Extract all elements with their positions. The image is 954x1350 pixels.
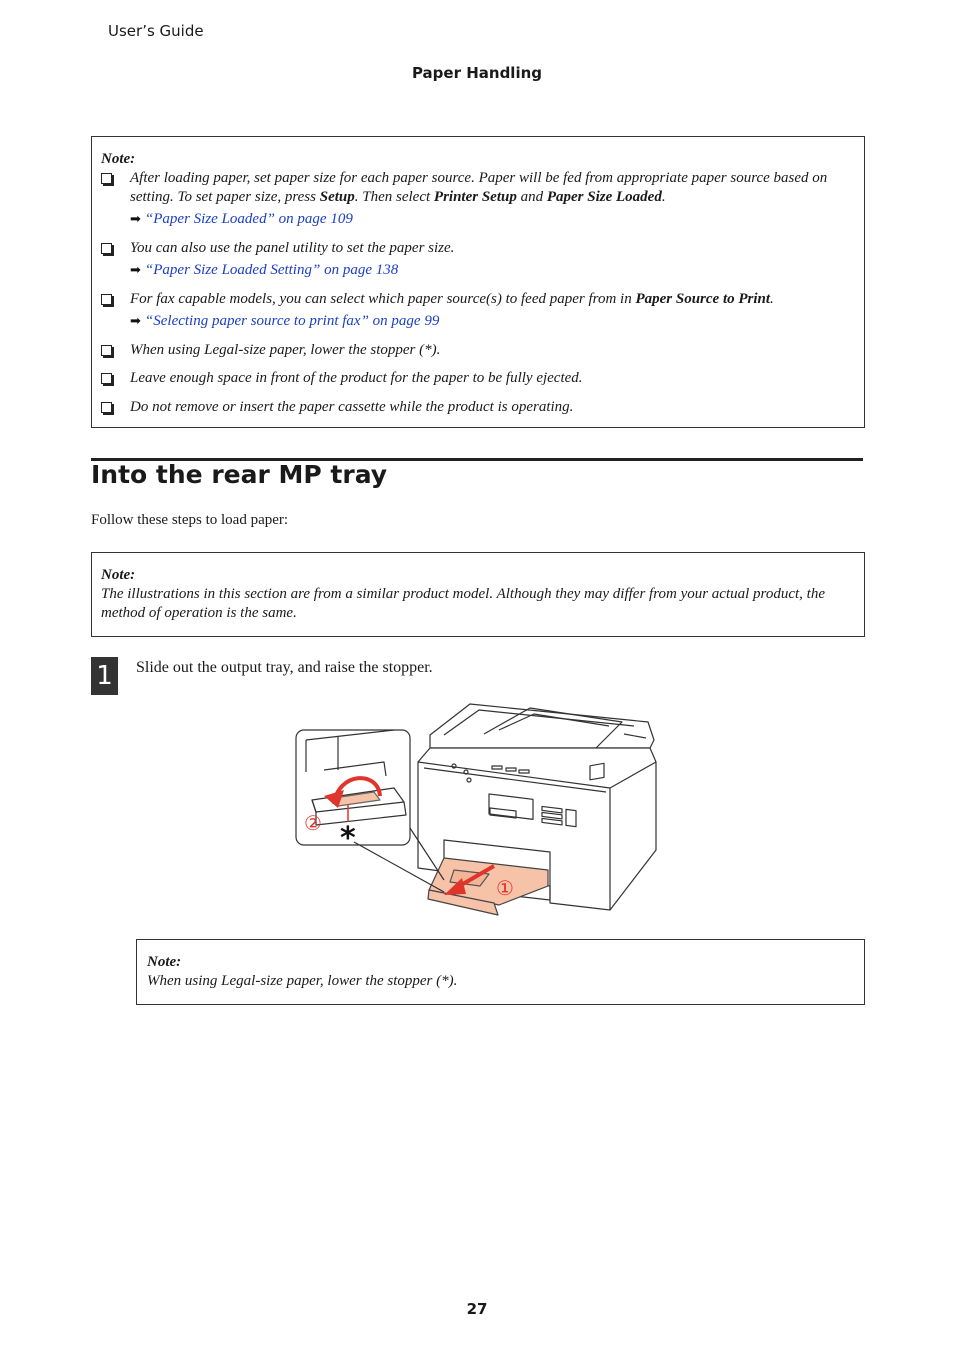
cross-reference-link[interactable]: “Paper Size Loaded” on page 109 [144,211,353,227]
arrow-right-icon: ➡ [130,211,141,226]
list-item: After loading paper, set paper size for each paper source. Paper will be fed from appropriate paper source based on setting. To set paper size, press Setup. Then select Printer Setup and Paper Size Loaded. ➡ “Paper Size Loaded” on page 109 [101,169,854,229]
note-box-3 [136,939,865,1005]
cross-reference-link[interactable]: “Selecting paper source to print fax” on page 99 [144,313,440,329]
cross-reference-link[interactable]: “Paper Size Loaded Setting” on page 138 [144,262,399,278]
callout-2-label: ② [304,811,322,835]
intro-text: Follow these steps to load paper: [91,512,289,528]
note-box-2 [91,552,865,637]
checkbox-bullet-icon [101,345,112,356]
guide-title: User’s Guide [108,22,204,40]
page-heading: Into the rear MP tray [91,460,388,489]
note-title: Note: [101,567,136,583]
step-number: 1 [91,657,118,695]
page-number: 27 [466,1300,488,1318]
checkbox-bullet-icon [101,294,112,305]
list-item: You can also use the panel utility to set the paper size. ➡ “Paper Size Loaded Setting” on page 138 [101,239,854,280]
section-title: Paper Handling [411,64,543,82]
list-item: When using Legal-size paper, lower the stopper (*). [101,341,854,360]
note-box-1 [91,136,865,428]
note-title: Note: [101,151,136,167]
checkbox-bullet-icon [101,243,112,254]
checkbox-bullet-icon [101,402,112,413]
note-title: Note: [147,954,182,970]
note-text: The illustrations in this section are from a similar product model. Although they may differ from your actual product, the method of operation is the same. [101,586,825,621]
step-text: Slide out the output tray, and raise the stopper. [136,659,433,676]
stopper-marker: * [340,821,356,856]
list-item: Do not remove or insert the paper cassette while the product is operating. [101,398,854,417]
arrow-right-icon: ➡ [130,262,141,277]
list-item: Leave enough space in front of the product for the paper to be fully ejected. [101,369,854,388]
printer-illustration [294,700,660,916]
checkbox-bullet-icon [101,173,112,184]
checkbox-bullet-icon [101,373,112,384]
callout-1-label: ① [496,876,514,900]
arrow-right-icon: ➡ [130,313,141,328]
list-item: For fax capable models, you can select which paper source(s) to feed paper from in Paper Source to Print. ➡ “Selecting paper source to print fax” on page 99 [101,290,854,331]
note-text: When using Legal-size paper, lower the stopper (*). [147,973,458,989]
